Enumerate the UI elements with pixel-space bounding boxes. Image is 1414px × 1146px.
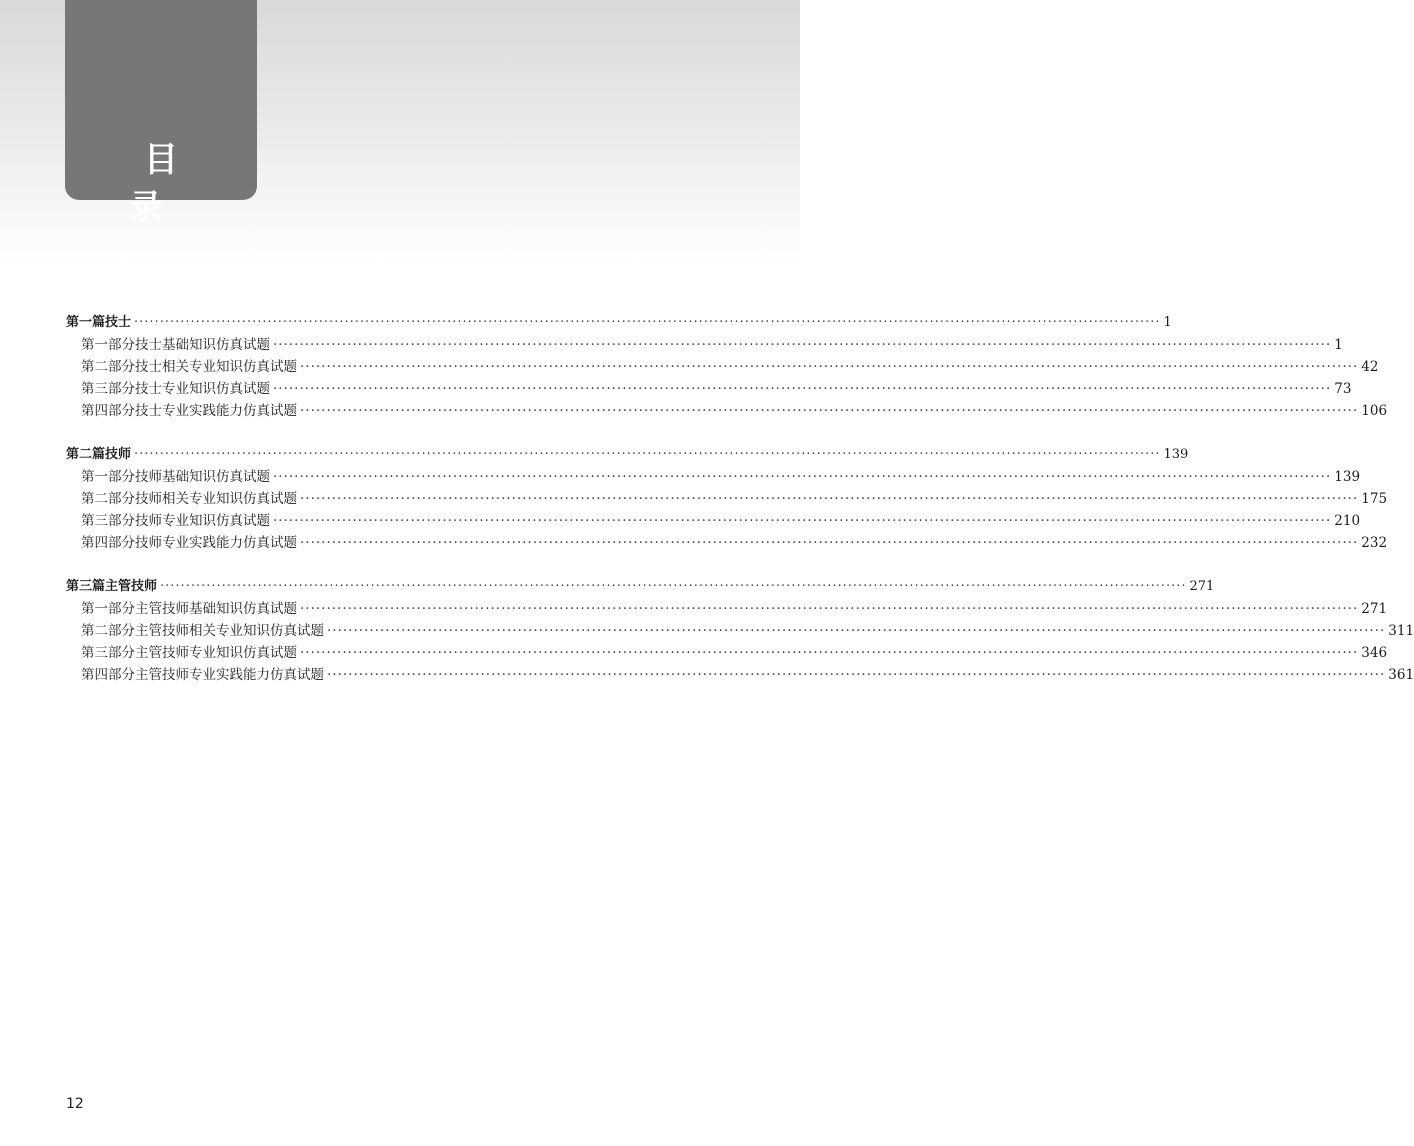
toc-item[interactable] bbox=[66, 488, 1388, 510]
toc-item-page: 232 bbox=[1361, 535, 1388, 551]
toc-item[interactable] bbox=[66, 642, 1388, 664]
toc-item-name: 技师相关专业知识仿真试题 bbox=[135, 491, 297, 507]
toc-item-page: 1 bbox=[1334, 337, 1343, 353]
toc-item-name: 技师专业实践能力仿真试题 bbox=[135, 535, 297, 551]
toc-item-name: 主管技师相关专业知识仿真试题 bbox=[135, 623, 324, 639]
toc-item-name: 技士基础知识仿真试题 bbox=[135, 337, 270, 353]
toc-item-page: 311 bbox=[1388, 623, 1414, 639]
toc-item-name: 主管技师基础知识仿真试题 bbox=[135, 601, 297, 617]
toc-item-part: 第一部分 bbox=[81, 337, 135, 353]
toc-heading-part: 第三篇 bbox=[66, 579, 106, 594]
toc-item-name: 技师专业知识仿真试题 bbox=[135, 513, 270, 529]
dot-leader: ········································································································································································································ bbox=[273, 513, 1332, 529]
toc-item-part: 第四部分 bbox=[81, 667, 135, 683]
title-tab bbox=[65, 0, 257, 228]
toc-heading[interactable] bbox=[66, 444, 1189, 466]
toc-item[interactable] bbox=[66, 400, 1388, 422]
toc-section bbox=[66, 312, 1388, 422]
toc-heading-name: 技士 bbox=[105, 315, 132, 330]
dot-leader: ········································································································································································································ bbox=[273, 381, 1332, 397]
dot-leader: ········································································································································································································ bbox=[273, 337, 1332, 353]
toc-item-page: 73 bbox=[1334, 381, 1352, 397]
toc-item-page: 271 bbox=[1361, 601, 1388, 617]
dot-leader: ········································································································································································································ bbox=[273, 469, 1332, 485]
toc-item[interactable] bbox=[66, 334, 1343, 356]
toc-item-page: 139 bbox=[1334, 469, 1361, 485]
dot-leader: ········································································································································································································ bbox=[160, 579, 1187, 594]
toc-item-name: 主管技师专业知识仿真试题 bbox=[135, 645, 297, 661]
toc-item-name: 技师基础知识仿真试题 bbox=[135, 469, 270, 485]
toc-item-name: 主管技师专业实践能力仿真试题 bbox=[135, 667, 324, 683]
dot-leader: ········································································································································································································ bbox=[300, 491, 1359, 507]
toc-item[interactable] bbox=[66, 378, 1352, 400]
toc-item[interactable] bbox=[66, 466, 1361, 488]
toc-item-part: 第一部分 bbox=[81, 601, 135, 617]
toc-item-part: 第一部分 bbox=[81, 469, 135, 485]
dot-leader: ········································································································································································································ bbox=[134, 315, 1161, 330]
toc-item-name: 技士专业知识仿真试题 bbox=[135, 381, 270, 397]
toc-item-name: 技士专业实践能力仿真试题 bbox=[135, 403, 297, 419]
toc-item-name: 技士相关专业知识仿真试题 bbox=[135, 359, 297, 375]
page-number: 12 bbox=[66, 1096, 84, 1112]
toc-section bbox=[66, 576, 1414, 686]
toc-item[interactable] bbox=[66, 510, 1361, 532]
toc-item-part: 第二部分 bbox=[81, 623, 135, 639]
toc-item-page: 175 bbox=[1361, 491, 1388, 507]
toc-item-part: 第三部分 bbox=[81, 513, 135, 529]
dot-leader: ········································································································································································································ bbox=[300, 601, 1359, 617]
page-title: 目 录 bbox=[129, 140, 208, 228]
dot-leader: ········································································································································································································ bbox=[300, 645, 1359, 661]
dot-leader: ········································································································································································································ bbox=[300, 403, 1359, 419]
dot-leader: ········································································································································································································ bbox=[300, 359, 1359, 375]
toc-item-page: 42 bbox=[1361, 359, 1379, 375]
toc-heading-part: 第二篇 bbox=[66, 447, 106, 462]
dot-leader: ········································································································································································································ bbox=[327, 623, 1386, 639]
toc-heading-part: 第一篇 bbox=[66, 315, 106, 330]
toc-item-part: 第二部分 bbox=[81, 491, 135, 507]
toc-item-part: 第四部分 bbox=[81, 535, 135, 551]
toc-item-page: 210 bbox=[1334, 513, 1361, 529]
toc-item-page: 106 bbox=[1361, 403, 1388, 419]
toc-item-part: 第三部分 bbox=[81, 645, 135, 661]
toc-heading-page: 1 bbox=[1163, 315, 1172, 330]
toc-item-part: 第二部分 bbox=[81, 359, 135, 375]
dot-leader: ········································································································································································································ bbox=[327, 667, 1386, 683]
toc-item[interactable] bbox=[66, 356, 1379, 378]
toc-item-page: 346 bbox=[1361, 645, 1388, 661]
toc-item-part: 第四部分 bbox=[81, 403, 135, 419]
toc-item[interactable] bbox=[66, 598, 1388, 620]
toc-heading-name: 主管技师 bbox=[105, 579, 158, 594]
toc-item-page: 361 bbox=[1388, 667, 1414, 683]
dot-leader: ········································································································································································································ bbox=[300, 535, 1359, 551]
toc-heading-name: 技师 bbox=[105, 447, 132, 462]
toc-section bbox=[66, 444, 1388, 554]
toc-heading-page: 139 bbox=[1163, 447, 1189, 462]
toc-item-part: 第三部分 bbox=[81, 381, 135, 397]
toc-heading-page: 271 bbox=[1189, 579, 1215, 594]
toc-item[interactable] bbox=[66, 664, 1414, 686]
toc-heading[interactable] bbox=[66, 576, 1215, 598]
table-of-contents bbox=[66, 312, 1414, 708]
toc-item[interactable] bbox=[66, 620, 1414, 642]
dot-leader: ········································································································································································································ bbox=[134, 447, 1161, 462]
toc-item[interactable] bbox=[66, 532, 1388, 554]
toc-heading[interactable] bbox=[66, 312, 1172, 334]
